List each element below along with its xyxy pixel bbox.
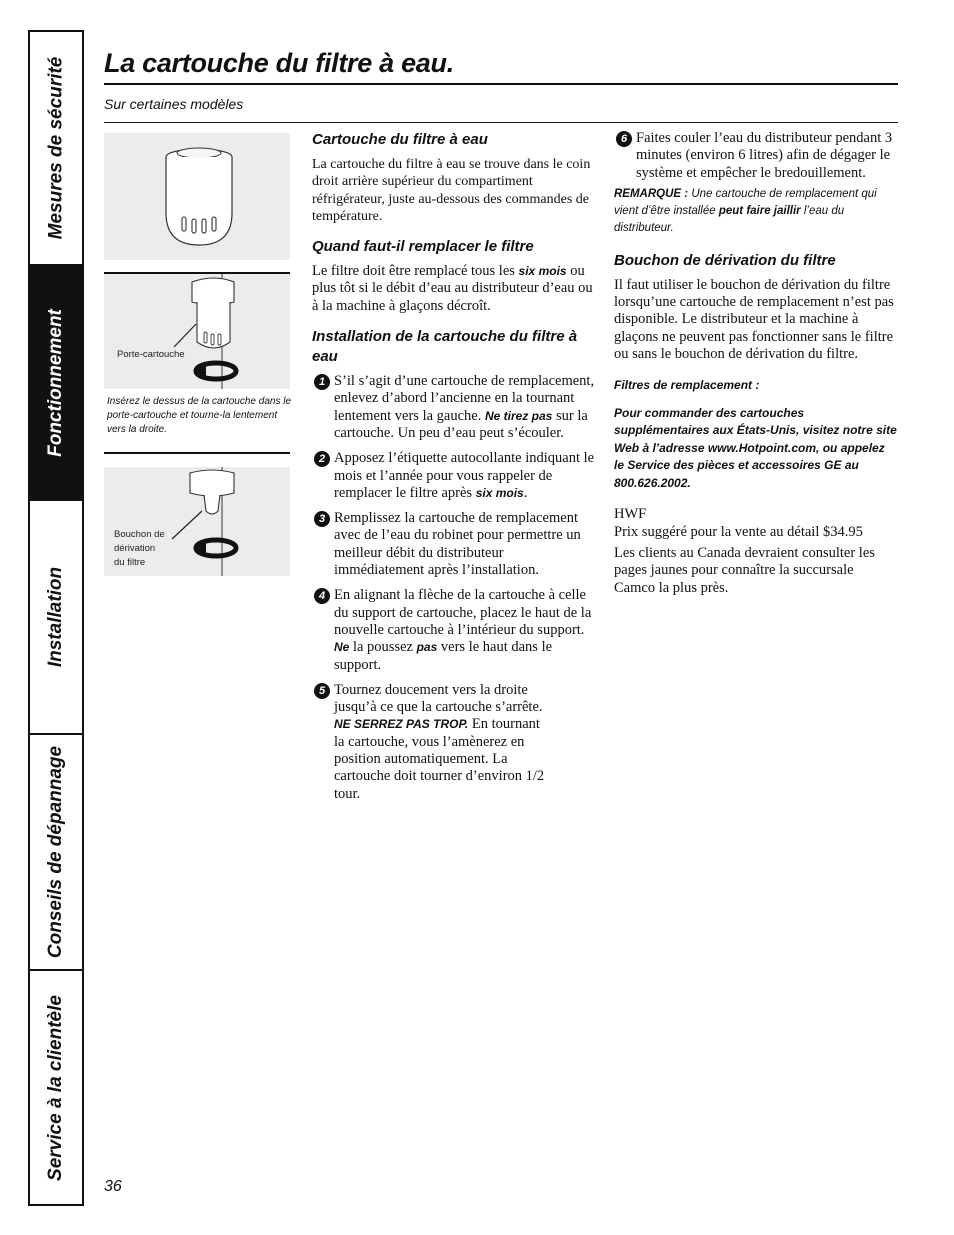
step-number-5: 5: [314, 683, 330, 699]
section-heading-when-replace: Quand faut-il remplacer le filtre: [312, 238, 534, 256]
main-column-left: [312, 130, 596, 811]
cartridge-holder-illustration: [104, 274, 290, 389]
subtitle-rule: [104, 122, 898, 123]
text-run: Remplissez la cartouche de remplacement avec de l’eau du robinet pour permettre un meilleur débit du distributeur immédiatement après l’installation.: [334, 510, 581, 579]
text-run: l’eau du distributeur.: [614, 204, 845, 234]
text-run: .: [523, 484, 528, 501]
tab-label: Service à la clientèle: [45, 994, 66, 1181]
remark-label: REMARQUE :: [614, 187, 689, 200]
text-run: Apposez l’étiquette autocollante indiquant le mois et l’année pour vous rappeler de remplacer le filtre après: [334, 450, 595, 501]
step-number-1: 1: [314, 374, 330, 390]
section-heading-bypass-plug: Bouchon de dérivation du filtre: [614, 251, 836, 269]
install-step-4: [312, 587, 596, 673]
figure-bypass-plug: [104, 467, 290, 576]
tab-label: Installation: [45, 566, 67, 668]
model-number: HWF: [614, 506, 647, 523]
tab-fonctionnement[interactable]: [30, 266, 82, 501]
text-run: Le filtre doit être remplacé tous les: [312, 263, 519, 280]
replacement-filters-label: Filtres de remplacement :: [614, 378, 760, 393]
figure-filter-cartridge: [104, 133, 290, 260]
tab-installation[interactable]: [30, 501, 82, 735]
step-number-3: 3: [314, 511, 330, 527]
text-run: Une cartouche de remplacement qui vient d’être installée: [614, 187, 877, 217]
text-run: En alignant la flèche de la cartouche à celle du support de cartouche, placez le haut de la nouvelle cartouche à l’intérieur du support.: [334, 587, 592, 638]
text-run: S’il s’agit d’une cartouche de remplacement, enlevez d’abord l’ancienne en la tournant lentement vers la gauche.: [334, 373, 595, 424]
tab-label: Conseils de dépannage: [45, 745, 67, 959]
text-run: la poussez: [349, 639, 417, 656]
install-step-6: [614, 130, 898, 182]
filter-cartridge-illustration: [104, 133, 290, 260]
order-info-text: Pour commander des cartouches supplémentaires aux États-Unis, visitez notre site Web à l’adresse www.Hotpoint.com, ou appelez le Service des pièces et accessoires GE au 800.626.2002.: [614, 405, 897, 490]
text-run: ou plus tôt si le débit d’eau au distributeur d’eau ou à la machine à glaçons décroît.: [312, 263, 593, 314]
emphasis-text: six mois: [518, 264, 567, 279]
figure-caption: Insérez le dessus de la cartouche dans le porte-cartouche et tourne-la lentement vers la droite.: [107, 396, 291, 435]
step-number-4: 4: [314, 588, 330, 604]
bypass-plug-label: [114, 528, 165, 570]
text-run: Tournez doucement vers la droite jusqu’à ce que la cartouche s’arrête.: [334, 681, 543, 716]
bypass-plug-label-line: Bouchon de: [114, 529, 165, 540]
emphasis-text: peut faire jaillir: [718, 204, 801, 217]
emphasis-text: Ne: [334, 640, 350, 655]
install-step-2: [312, 450, 596, 502]
step-number-6: 6: [616, 131, 632, 147]
page-title: La cartouche du filtre à eau.: [104, 48, 454, 78]
tab-conseils-de-depannage[interactable]: [30, 735, 82, 971]
install-step-1: [312, 373, 596, 442]
text-run: vers le haut dans le support.: [334, 639, 553, 673]
install-step-5: [312, 682, 554, 803]
tab-label: Fonctionnement: [45, 308, 66, 457]
section-heading-cartridge: Cartouche du filtre à eau: [312, 131, 488, 148]
emphasis-text: pas: [416, 640, 438, 655]
emphasis-text: six mois: [475, 485, 524, 500]
step-number-2: 2: [314, 451, 330, 467]
page-number: 36: [104, 1178, 122, 1195]
figure-cartridge-holder: [104, 274, 290, 389]
text-run: Faites couler l’eau du distributeur pendant 3 minutes (environ 6 litres) afin de dégager le système et empêcher le bredouillement.: [636, 130, 893, 181]
text-run: En tournant la cartouche, vous l’amènerez en position automatiquement. La cartouche doit tourner d’environ 1/2 tour.: [334, 716, 545, 802]
cartridge-holder-label: Porte-cartouche: [117, 349, 185, 360]
remark-note: [614, 186, 898, 237]
main-column-right: [614, 130, 898, 609]
when-replace-text: [312, 263, 596, 315]
emphasis-text: Ne tirez pas: [484, 408, 553, 423]
cartridge-location-text: La cartouche du filtre à eau se trouve dans le coin droit arrière supérieur du compartiment réfrigérateur, juste au-dessous des commandes de température.: [312, 157, 591, 224]
figure-rule: [104, 452, 290, 454]
suggested-price: Prix suggéré pour la vente au détail $34.95: [614, 523, 863, 540]
canada-info-text: Les clients au Canada devraient consulter les pages jaunes pour connaître la succursale Camco la plus près.: [614, 544, 875, 596]
bypass-plug-label-line: dérivation: [114, 543, 156, 554]
tab-mesures-de-securite[interactable]: [30, 32, 82, 266]
section-sidebar: [28, 30, 84, 1206]
tab-service-a-la-clientele[interactable]: [30, 971, 82, 1204]
bypass-plug-label-line: du filtre: [114, 557, 146, 568]
page-subtitle: Sur certaines modèles: [104, 96, 244, 112]
install-step-3: [312, 510, 596, 579]
bypass-plug-text: Il faut utiliser le bouchon de dérivation du filtre lorsqu’une cartouche de remplacement n’est pas disponible. Le distributeur et la machine à glaçons ne peuvent pas fonctionner sans le filtre ou sans le bouchon de dérivation du filtre.: [614, 276, 894, 363]
text-run: sur la cartouche. Un peu d’eau peut s’écouler.: [334, 407, 588, 441]
title-rule: [104, 83, 898, 85]
emphasis-text: NE SERREZ PAS TROP.: [334, 717, 469, 732]
section-heading-installation: Installation de la cartouche du filtre à eau: [312, 328, 578, 366]
tab-label: Mesures de sécurité: [45, 56, 67, 240]
